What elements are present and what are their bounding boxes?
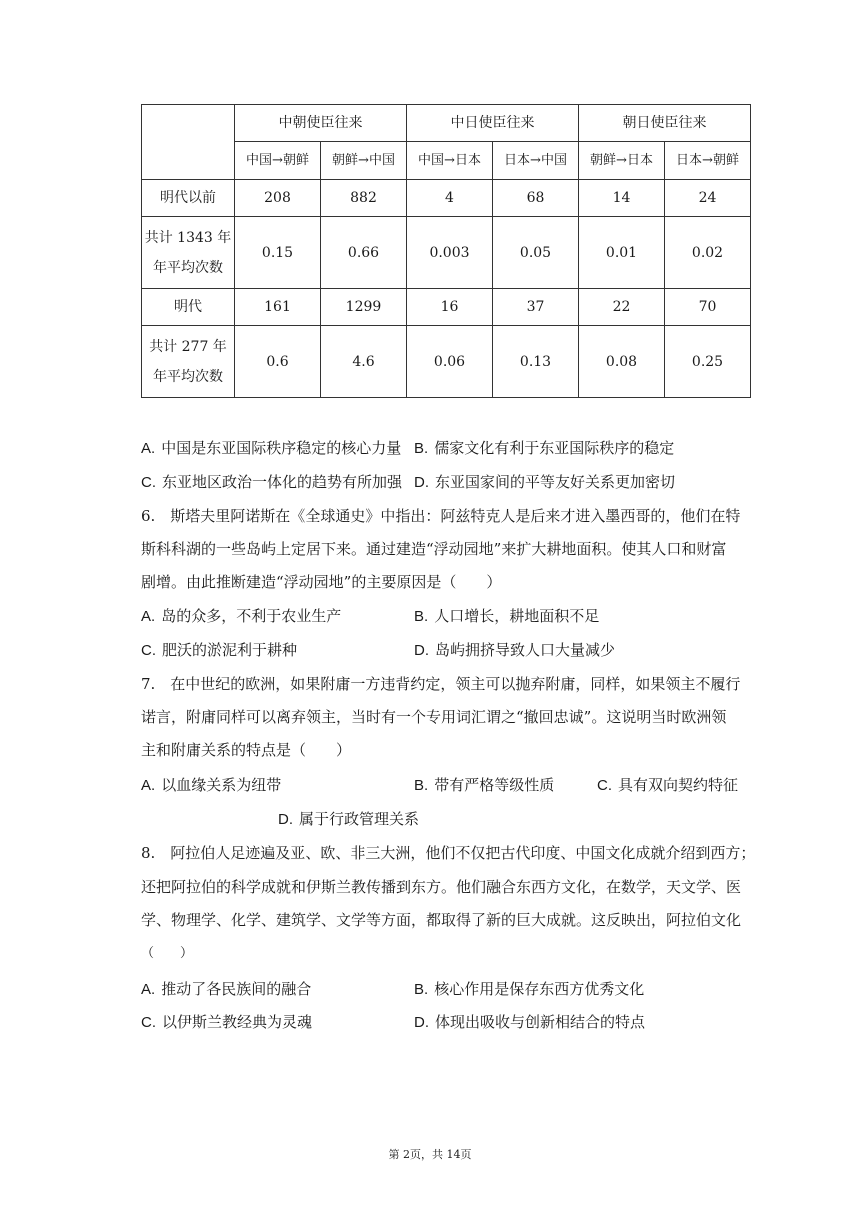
option-text: 肥沃的淤泥利于耕种 bbox=[162, 641, 298, 659]
option-text: 以伊斯兰教经典为灵魂 bbox=[162, 1013, 313, 1031]
option-text: 人口增长，耕地面积不足 bbox=[434, 607, 600, 625]
option-text: 岛屿拥挤导致人口大量减少 bbox=[435, 641, 616, 659]
option-letter: D. bbox=[414, 642, 429, 659]
option-text: 岛的众多，不利于农业生产 bbox=[161, 607, 342, 625]
table-cell: 0.05 bbox=[493, 217, 579, 289]
row-label: 明代以前 bbox=[142, 180, 235, 217]
option-text: 东亚国家间的平等友好关系更加密切 bbox=[435, 473, 676, 491]
table-row bbox=[142, 326, 751, 398]
table-cell: 14 bbox=[579, 180, 665, 217]
table-cell: 0.25 bbox=[665, 326, 751, 398]
group-header-china-japan: 中日使臣往来 bbox=[407, 105, 579, 142]
option-text: 带有严格等级性质 bbox=[434, 776, 555, 794]
subheader: 日本→朝鲜 bbox=[665, 142, 751, 180]
table-cell: 24 bbox=[665, 180, 751, 217]
table-cell: 0.15 bbox=[235, 217, 321, 289]
table-cell: 1299 bbox=[321, 289, 407, 326]
q7-option-c[interactable] bbox=[597, 775, 738, 796]
envoy-exchange-table bbox=[141, 104, 751, 398]
option-text: 属于行政管理关系 bbox=[299, 810, 420, 828]
option-text: 具有双向契约特征 bbox=[618, 776, 739, 794]
q6-stem-line: 6. 斯塔夫里阿诺斯在《全球通史》中指出：阿兹特克人是后来才进入墨西哥的，他们在特 bbox=[141, 507, 741, 525]
row-label bbox=[142, 217, 235, 289]
option-letter: B. bbox=[414, 981, 429, 998]
table-cell: 0.01 bbox=[579, 217, 665, 289]
table-cell: 0.66 bbox=[321, 217, 407, 289]
option-letter: A. bbox=[141, 608, 156, 625]
table-cell: 4.6 bbox=[321, 326, 407, 398]
q8-option-b[interactable] bbox=[414, 979, 644, 1000]
table-corner-cell bbox=[142, 105, 235, 180]
table-cell: 0.06 bbox=[407, 326, 493, 398]
q6-option-d[interactable] bbox=[414, 640, 615, 661]
option-letter: B. bbox=[414, 608, 429, 625]
option-letter: C. bbox=[141, 474, 156, 491]
q7-option-d[interactable] bbox=[278, 809, 419, 830]
option-letter: A. bbox=[141, 777, 156, 794]
table-cell: 0.02 bbox=[665, 217, 751, 289]
q7-stem-line: 7. 在中世纪的欧洲，如果附庸一方违背约定，领主可以抛弃附庸，同样，如果领主不履行 bbox=[141, 675, 741, 693]
subheader: 中国→日本 bbox=[407, 142, 493, 180]
q6-option-a[interactable] bbox=[141, 606, 341, 627]
table-cell: 68 bbox=[493, 180, 579, 217]
q5-option-d[interactable] bbox=[414, 472, 675, 493]
group-header-china-korea: 中朝使臣往来 bbox=[235, 105, 407, 142]
table-row bbox=[142, 217, 751, 289]
table-cell: 37 bbox=[493, 289, 579, 326]
q6-option-c[interactable] bbox=[141, 640, 297, 661]
q8-stem-line: 还把阿拉伯的科学成就和伊斯兰教传播到东方。他们融合东西方文化，在数学，天文学、医 bbox=[141, 878, 742, 896]
q5-option-a[interactable] bbox=[141, 438, 401, 459]
subheader: 日本→中国 bbox=[493, 142, 579, 180]
option-text: 儒家文化有利于东亚国际秩序的稳定 bbox=[434, 439, 675, 457]
row-label-line: 共计 277 年 bbox=[149, 338, 227, 355]
table-row bbox=[142, 180, 751, 217]
option-text: 推动了各民族间的融合 bbox=[161, 980, 312, 998]
q5-option-c[interactable] bbox=[141, 472, 402, 493]
option-letter: A. bbox=[141, 440, 156, 457]
table-cell: 0.6 bbox=[235, 326, 321, 398]
table-cell: 0.08 bbox=[579, 326, 665, 398]
option-text: 以血缘关系为纽带 bbox=[161, 776, 282, 794]
row-label bbox=[142, 326, 235, 398]
subheader: 朝鲜→中国 bbox=[321, 142, 407, 180]
table-cell: 22 bbox=[579, 289, 665, 326]
group-header-korea-japan: 朝日使臣往来 bbox=[579, 105, 751, 142]
subheader: 中国→朝鲜 bbox=[235, 142, 321, 180]
option-letter: B. bbox=[414, 777, 429, 794]
q6-option-b[interactable] bbox=[414, 606, 599, 627]
table-row bbox=[142, 289, 751, 326]
q8-option-d[interactable] bbox=[414, 1012, 645, 1033]
option-text: 中国是东亚国际秩序稳定的核心力量 bbox=[161, 439, 402, 457]
q8-stem-line: 8. 阿拉伯人足迹遍及亚、欧、非三大洲，他们不仅把古代印度、中国文化成就介绍到西方； bbox=[141, 844, 756, 862]
option-letter: D. bbox=[414, 474, 429, 491]
row-label-line: 年平均次数 bbox=[153, 368, 223, 385]
q7-stem-line: 主和附庸关系的特点是（ ） bbox=[141, 741, 352, 759]
q8-stem-line: 学、物理学、化学、建筑学、文学等方面，都取得了新的巨大成就。这反映出，阿拉伯文化 bbox=[141, 911, 742, 929]
row-label-line: 共计 1343 年 bbox=[144, 229, 232, 246]
row-label: 明代 bbox=[142, 289, 235, 326]
option-text: 体现出吸收与创新相结合的特点 bbox=[435, 1013, 646, 1031]
option-letter: A. bbox=[141, 981, 156, 998]
option-letter: D. bbox=[278, 811, 293, 828]
option-letter: B. bbox=[414, 440, 429, 457]
q7-option-a[interactable] bbox=[141, 775, 281, 796]
q8-option-c[interactable] bbox=[141, 1012, 312, 1033]
table-cell: 161 bbox=[235, 289, 321, 326]
option-letter: D. bbox=[414, 1014, 429, 1031]
q8-option-a[interactable] bbox=[141, 979, 311, 1000]
option-text: 核心作用是保存东西方优秀文化 bbox=[434, 980, 645, 998]
page-footer: 第 2页，共 14页 bbox=[388, 1148, 472, 1161]
subheader: 朝鲜→日本 bbox=[579, 142, 665, 180]
q8-stem-line: （ ） bbox=[141, 946, 194, 961]
q6-stem-line: 剧增。由此推断建造“浮动园地”的主要原因是（ ） bbox=[141, 573, 502, 591]
table-cell: 0.13 bbox=[493, 326, 579, 398]
q6-stem-line: 斯科科湖的一些岛屿上定居下来。通过建造“浮动园地”来扩大耕地面积。使其人口和财富 bbox=[141, 540, 727, 558]
table-cell: 208 bbox=[235, 180, 321, 217]
option-letter: C. bbox=[597, 777, 612, 794]
table-cell: 4 bbox=[407, 180, 493, 217]
option-letter: C. bbox=[141, 642, 156, 659]
table-cell: 882 bbox=[321, 180, 407, 217]
q7-option-b[interactable] bbox=[414, 775, 554, 796]
option-text: 东亚地区政治一体化的趋势有所加强 bbox=[162, 473, 403, 491]
q7-stem-line: 诺言，附庸同样可以离弃领主，当时有一个专用词汇谓之“撤回忠诚”。这说明当时欧洲领 bbox=[141, 708, 727, 726]
option-letter: C. bbox=[141, 1014, 156, 1031]
q5-option-b[interactable] bbox=[414, 438, 674, 459]
row-label-line: 年平均次数 bbox=[153, 259, 223, 276]
table-cell: 0.003 bbox=[407, 217, 493, 289]
table-cell: 70 bbox=[665, 289, 751, 326]
table-cell: 16 bbox=[407, 289, 493, 326]
